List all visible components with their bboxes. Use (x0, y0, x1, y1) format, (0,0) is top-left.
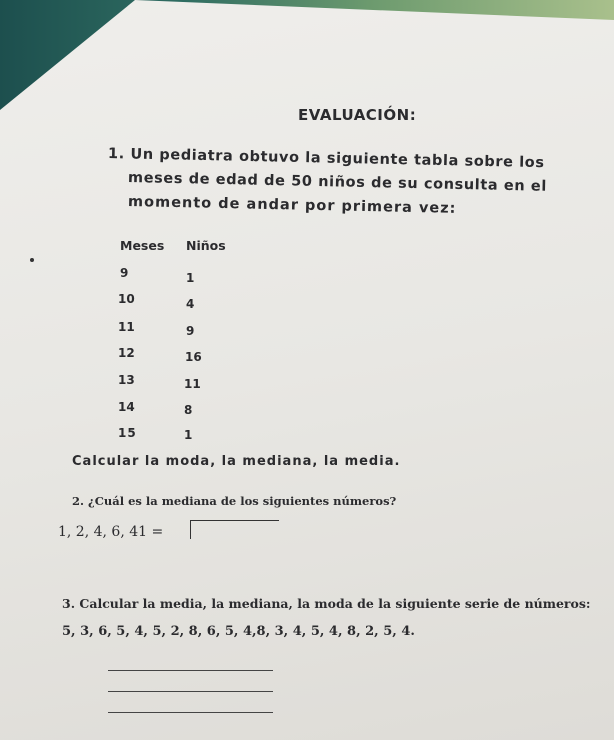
table-cell-meses: 10 (118, 292, 135, 306)
question-3-series: 5, 3, 6, 5, 4, 5, 2, 8, 6, 5, 4,8, 3, 4, 5, 4, 8, 2, 5, 4. (62, 624, 415, 639)
answer-line[interactable] (108, 670, 273, 671)
table-cell-ninos: 1 (184, 428, 193, 442)
table-cell-ninos: 1 (186, 271, 195, 285)
table-cell-meses: 14 (118, 400, 135, 414)
table-cell-ninos: 9 (186, 324, 195, 338)
question-3-text: 3. Calcular la media, la mediana, la moda de la siguiente serie de números: (62, 596, 591, 611)
question-1-task: Calcular la moda, la mediana, la media. (72, 454, 401, 469)
question-1-line-1: 1. Un pediatra obtuvo la siguiente tabla sobre los (107, 146, 545, 172)
answer-line[interactable] (108, 712, 273, 713)
stray-mark (30, 258, 34, 262)
table-cell-ninos: 16 (185, 350, 202, 364)
table-cell-ninos: 11 (184, 377, 201, 391)
question-1-line-2: meses de edad de 50 niños de su consulta en el (127, 170, 548, 195)
answer-line[interactable] (108, 691, 273, 692)
table-cell-meses: 15 (118, 426, 137, 440)
table-header-meses: Meses (120, 238, 165, 253)
question-1-line-3: momento de andar por primera vez: (127, 194, 457, 217)
question-2-equation: 1, 2, 4, 6, 41 = (58, 524, 164, 540)
question-2-text: 2. ¿Cuál es la mediana de los siguientes números? (72, 494, 397, 508)
table-cell-meses: 9 (120, 266, 129, 280)
table-cell-ninos: 4 (186, 297, 195, 311)
answer-box[interactable] (190, 520, 279, 539)
table-header-ninos: Niños (186, 238, 226, 253)
table-cell-meses: 12 (118, 346, 135, 360)
table-cell-ninos: 8 (184, 403, 193, 417)
page-title: EVALUACIÓN: (298, 106, 417, 124)
table-cell-meses: 13 (118, 373, 135, 387)
table-cell-meses: 11 (118, 320, 135, 334)
